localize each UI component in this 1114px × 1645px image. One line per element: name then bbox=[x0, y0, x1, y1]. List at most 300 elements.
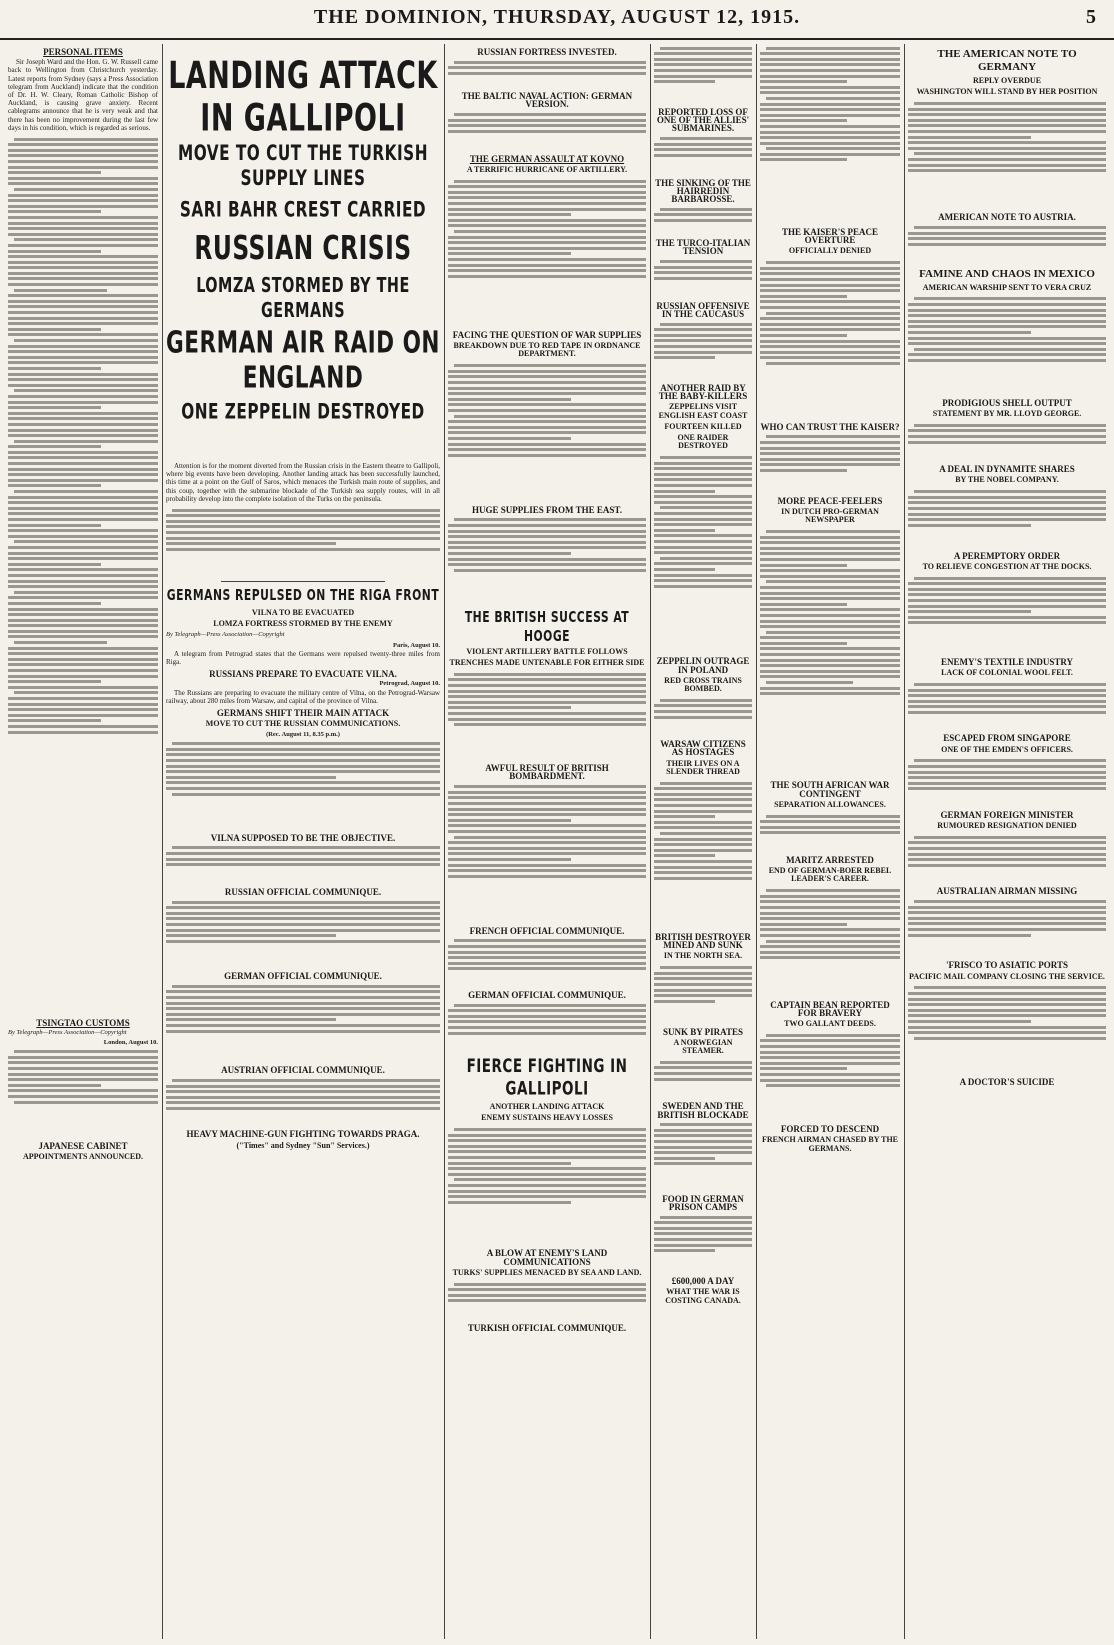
text-line bbox=[908, 599, 1106, 602]
text-line bbox=[454, 230, 646, 233]
subheadline: AMERICAN WARSHIP SENT TO VERA CRUZ bbox=[922, 282, 1092, 292]
subheadline: TURKS' SUPPLIES MENACED BY SEA AND LAND. bbox=[452, 1267, 642, 1277]
text-line bbox=[448, 546, 646, 549]
text-line bbox=[14, 540, 158, 543]
text-line bbox=[8, 468, 158, 471]
headline: ANOTHER RAID BY THE BABY-KILLERS bbox=[658, 383, 748, 402]
text-line bbox=[166, 1030, 440, 1033]
article-body bbox=[908, 224, 1106, 264]
text-line bbox=[8, 669, 158, 672]
article-body bbox=[654, 779, 752, 929]
text-line bbox=[454, 836, 646, 839]
text-line bbox=[448, 124, 646, 127]
text-line bbox=[8, 395, 158, 398]
text-line bbox=[908, 771, 1106, 774]
text-line bbox=[8, 479, 158, 482]
headline: FACING THE QUESTION OF WAR SUPPLIES bbox=[452, 330, 642, 341]
text-line bbox=[766, 681, 853, 684]
text-line bbox=[448, 1020, 646, 1023]
text-line bbox=[654, 568, 715, 571]
text-line bbox=[760, 917, 900, 920]
text-line bbox=[908, 435, 1106, 438]
headline: LOMZA STORMED BY THE GERMANS bbox=[196, 273, 410, 322]
text-line bbox=[760, 114, 900, 117]
text-line bbox=[448, 1173, 646, 1176]
text-line bbox=[8, 652, 158, 655]
text-line bbox=[654, 52, 752, 55]
text-line bbox=[908, 113, 1106, 116]
text-line bbox=[760, 340, 900, 343]
subheadline: WHAT THE WAR IS COSTING CANADA. bbox=[665, 1287, 741, 1305]
text-line bbox=[760, 900, 900, 903]
text-line bbox=[8, 255, 158, 258]
text-line bbox=[760, 923, 847, 926]
text-line bbox=[908, 928, 1106, 931]
headline: RUSSIAN OFFENSIVE IN THE CAUCASUS bbox=[656, 300, 750, 319]
text-line bbox=[448, 208, 646, 211]
text-line bbox=[448, 275, 646, 278]
text-line bbox=[654, 551, 752, 554]
text-line bbox=[448, 535, 646, 538]
text-line bbox=[760, 552, 900, 555]
text-line bbox=[908, 616, 1106, 619]
text-line bbox=[8, 1084, 101, 1087]
text-line bbox=[14, 188, 158, 191]
text-line bbox=[172, 742, 440, 745]
text-line bbox=[654, 849, 752, 852]
text-line bbox=[908, 164, 1106, 167]
text-line bbox=[8, 233, 158, 236]
article-body bbox=[760, 887, 900, 997]
text-line bbox=[8, 602, 101, 605]
text-line bbox=[8, 333, 158, 336]
article-body bbox=[908, 574, 1106, 654]
text-line bbox=[914, 900, 1106, 903]
text-line bbox=[760, 91, 900, 94]
text-line bbox=[8, 361, 158, 364]
text-line bbox=[454, 113, 646, 116]
text-line bbox=[914, 986, 1106, 989]
headline: WARSAW CITIZENS AS HOSTAGES bbox=[660, 739, 746, 758]
text-line bbox=[760, 52, 900, 55]
text-line bbox=[654, 473, 752, 476]
headline: ESCAPED FROM SINGAPORE bbox=[943, 733, 1071, 744]
text-line bbox=[760, 284, 900, 287]
text-line bbox=[654, 518, 752, 521]
text-line bbox=[914, 102, 1106, 105]
text-line bbox=[166, 1085, 440, 1088]
text-line bbox=[166, 929, 440, 932]
text-line bbox=[760, 272, 900, 275]
article-body bbox=[908, 757, 1106, 807]
text-line bbox=[766, 530, 900, 533]
text-line bbox=[908, 911, 1106, 914]
subheadline: VILNA TO BE EVACUATED bbox=[251, 608, 355, 618]
text-line bbox=[654, 716, 752, 719]
subheadline: LACK OF COLONIAL WOOL FELT. bbox=[941, 668, 1073, 678]
headline: ZEPPELIN OUTRAGE IN POLAND bbox=[656, 656, 750, 675]
text-line bbox=[766, 889, 900, 892]
article-body bbox=[654, 453, 752, 653]
text-line bbox=[760, 906, 900, 909]
text-line bbox=[760, 642, 847, 645]
text-line bbox=[172, 846, 440, 849]
article-body bbox=[654, 44, 752, 104]
text-line bbox=[8, 697, 158, 700]
headline: HEAVY MACHINE-GUN FIGHTING TOWARDS PRAGA. bbox=[186, 1129, 420, 1140]
text-line bbox=[448, 409, 646, 412]
text-line bbox=[766, 362, 900, 365]
subheadline: ENEMY SUSTAINS HEAVY LOSSES bbox=[481, 1113, 613, 1123]
headline: AUSTRALIAN AIRMAN MISSING bbox=[936, 886, 1078, 897]
text-line bbox=[8, 635, 158, 638]
article-body bbox=[166, 506, 440, 576]
text-line bbox=[908, 119, 1106, 122]
text-line bbox=[166, 1096, 440, 1099]
text-line bbox=[8, 283, 158, 286]
subheadline: ZEPPELINS VISIT ENGLISH EAST COAST bbox=[658, 402, 748, 420]
text-line bbox=[908, 605, 1106, 608]
headline: GERMAN FOREIGN MINISTER bbox=[940, 809, 1074, 820]
text-line bbox=[14, 138, 158, 141]
text-line bbox=[166, 537, 440, 540]
dateline: London, August 10. bbox=[103, 1039, 158, 1047]
text-line bbox=[8, 529, 158, 532]
headline: A BLOW AT ENEMY'S LAND COMMUNICATIONS bbox=[486, 1248, 608, 1267]
article-body bbox=[908, 897, 1106, 957]
headline: THE BALTIC NAVAL ACTION: GERMAN VERSION. bbox=[461, 91, 633, 110]
text-line bbox=[908, 337, 1106, 340]
headline: JAPANESE CABINET bbox=[38, 1140, 128, 1151]
text-line bbox=[760, 1045, 900, 1048]
headline: CAPTAIN BEAN REPORTED FOR BRAVERY bbox=[770, 999, 890, 1018]
text-line bbox=[454, 569, 646, 572]
text-line bbox=[8, 524, 101, 527]
text-line bbox=[654, 1227, 752, 1230]
text-line bbox=[454, 1128, 646, 1131]
text-line bbox=[760, 586, 900, 589]
article-body bbox=[760, 259, 900, 419]
text-line bbox=[166, 542, 336, 545]
text-line bbox=[8, 484, 101, 487]
article-body bbox=[166, 982, 440, 1062]
text-line bbox=[8, 367, 101, 370]
text-line bbox=[654, 983, 752, 986]
main-headline: LANDING ATTACK IN GALLIPOLI bbox=[168, 54, 438, 141]
text-line bbox=[654, 977, 752, 980]
subheadline: OFFICIALLY DENIED bbox=[788, 246, 872, 256]
text-line bbox=[8, 182, 158, 185]
text-line bbox=[914, 152, 1106, 155]
article-body bbox=[760, 1031, 900, 1121]
text-line bbox=[166, 531, 440, 534]
text-line bbox=[760, 356, 900, 359]
text-line bbox=[760, 441, 900, 444]
headline: THE TURCO-ITALIAN TENSION bbox=[655, 238, 751, 257]
text-line bbox=[760, 1062, 900, 1065]
column-rule bbox=[756, 44, 757, 1639]
text-line bbox=[166, 906, 440, 909]
text-line bbox=[654, 529, 715, 532]
text-line bbox=[8, 507, 158, 510]
text-line bbox=[448, 541, 646, 544]
text-line bbox=[908, 776, 1106, 779]
text-line bbox=[8, 417, 158, 420]
text-line bbox=[654, 838, 752, 841]
text-line bbox=[660, 323, 752, 326]
headline: MOVE TO CUT THE TURKISH SUPPLY LINES bbox=[177, 141, 428, 191]
text-line bbox=[654, 815, 715, 818]
text-line bbox=[760, 469, 847, 472]
text-line bbox=[448, 824, 646, 827]
article-body bbox=[448, 516, 646, 606]
text-line bbox=[8, 222, 158, 225]
text-line bbox=[448, 247, 646, 250]
text-line bbox=[760, 647, 900, 650]
text-line bbox=[760, 547, 900, 550]
column-5 bbox=[760, 44, 900, 1639]
text-line bbox=[14, 490, 158, 493]
text-line bbox=[8, 680, 101, 683]
text-line bbox=[660, 137, 752, 140]
article-body bbox=[654, 696, 752, 736]
text-line bbox=[660, 506, 752, 509]
headline: AMERICAN NOTE TO AUSTRIA. bbox=[938, 212, 1076, 223]
text-line bbox=[908, 232, 1106, 235]
article-text: A telegram from Petrograd states that the Germans were repulsed twenty-three miles from Riga. bbox=[166, 649, 440, 667]
subheadline: A TERRIFIC HURRICANE OF ARTILLERY. bbox=[466, 164, 628, 174]
text-line bbox=[760, 278, 900, 281]
headline: RUSSIAN FORTRESS INVESTED. bbox=[477, 47, 617, 57]
text-line bbox=[760, 1079, 900, 1082]
headline: AUSTRIAN OFFICIAL COMMUNIQUE. bbox=[221, 1065, 385, 1076]
text-line bbox=[660, 1123, 752, 1126]
text-line bbox=[654, 866, 752, 869]
text-line bbox=[448, 1167, 646, 1170]
text-line bbox=[760, 675, 900, 678]
subheadline: STATEMENT BY MR. LLOYD GEORGE. bbox=[932, 409, 1082, 419]
text-line bbox=[454, 415, 646, 418]
text-line bbox=[660, 260, 752, 263]
text-line bbox=[448, 269, 646, 272]
text-line bbox=[914, 1037, 1106, 1040]
text-line bbox=[448, 426, 646, 429]
text-line bbox=[654, 277, 752, 280]
page-number: 5 bbox=[1086, 6, 1096, 28]
text-line bbox=[8, 266, 158, 269]
text-line bbox=[8, 608, 158, 611]
text-line bbox=[448, 398, 571, 401]
text-line bbox=[908, 501, 1106, 504]
text-line bbox=[654, 860, 752, 863]
article-body bbox=[448, 1125, 646, 1245]
text-line bbox=[914, 490, 1106, 493]
text-line bbox=[908, 1026, 1106, 1029]
text-line bbox=[448, 431, 646, 434]
text-line bbox=[654, 534, 752, 537]
headline: HUGE SUPPLIES FROM THE EAST. bbox=[472, 504, 622, 515]
text-line bbox=[654, 328, 752, 331]
headline: RUSSIAN CRISIS bbox=[194, 230, 412, 268]
text-line bbox=[448, 869, 646, 872]
text-line bbox=[908, 621, 1106, 624]
text-line bbox=[448, 213, 571, 216]
headline: GERMANS SHIFT THEIR MAIN ATTACK bbox=[216, 708, 390, 719]
text-line bbox=[654, 793, 752, 796]
text-line bbox=[448, 967, 646, 970]
headline: FRENCH OFFICIAL COMMUNIQUE. bbox=[469, 925, 625, 936]
headline: FOOD IN GERMAN PRISON CAMPS bbox=[662, 1193, 744, 1212]
text-line bbox=[448, 72, 646, 75]
text-line bbox=[654, 710, 752, 713]
text-line bbox=[908, 847, 1106, 850]
text-line bbox=[8, 143, 158, 146]
text-line bbox=[760, 945, 900, 948]
text-line bbox=[766, 47, 900, 50]
text-line bbox=[8, 244, 158, 247]
text-line bbox=[660, 966, 752, 969]
subheadline: BREAKDOWN DUE TO RED TAPE IN ORDNANCE DEPARTMENT. bbox=[453, 341, 641, 359]
text-line bbox=[654, 854, 715, 857]
text-line bbox=[448, 1015, 646, 1018]
article-body bbox=[448, 1280, 646, 1320]
subheadline: PACIFIC MAIL COMPANY CLOSING THE SERVICE. bbox=[909, 971, 1105, 981]
text-line bbox=[448, 1288, 646, 1291]
text-line bbox=[760, 895, 900, 898]
text-line bbox=[766, 580, 900, 583]
text-line bbox=[166, 753, 440, 756]
text-line bbox=[654, 523, 752, 526]
subheadline: SEPARATION ALLOWANCES. bbox=[774, 799, 886, 809]
text-line bbox=[8, 350, 158, 353]
text-line bbox=[914, 297, 1106, 300]
text-line bbox=[654, 490, 715, 493]
text-line bbox=[654, 1078, 752, 1081]
text-line bbox=[760, 153, 900, 156]
subheadline: IN THE NORTH SEA. bbox=[663, 951, 743, 961]
text-line bbox=[8, 624, 158, 627]
text-line bbox=[8, 630, 158, 633]
article-body bbox=[654, 1121, 752, 1191]
text-line bbox=[908, 303, 1106, 306]
text-line bbox=[166, 548, 440, 551]
article-body bbox=[908, 295, 1106, 395]
text-line bbox=[166, 748, 440, 751]
text-line bbox=[760, 659, 900, 662]
headline: SUNK BY PIRATES bbox=[662, 1026, 743, 1037]
text-line bbox=[448, 558, 646, 561]
text-line bbox=[454, 518, 646, 521]
text-line bbox=[760, 142, 900, 145]
text-line bbox=[760, 956, 900, 959]
headline: TSINGTAO CUSTOMS bbox=[36, 1018, 130, 1029]
text-line bbox=[908, 108, 1106, 111]
text-line bbox=[448, 219, 646, 222]
text-line bbox=[654, 1162, 752, 1165]
text-line bbox=[454, 1178, 646, 1181]
text-line bbox=[654, 1151, 752, 1154]
article-body bbox=[760, 527, 900, 777]
text-line bbox=[760, 125, 900, 128]
text-line bbox=[166, 852, 440, 855]
text-line bbox=[448, 252, 571, 255]
text-line bbox=[654, 1146, 752, 1149]
text-line bbox=[448, 437, 571, 440]
text-line bbox=[654, 154, 752, 157]
text-line bbox=[766, 435, 900, 438]
text-line bbox=[454, 1004, 646, 1007]
credit-line: By Telegraph—Press Association—Copyright bbox=[166, 631, 285, 639]
text-line bbox=[8, 568, 158, 571]
text-line bbox=[760, 300, 900, 303]
text-line bbox=[908, 136, 1031, 139]
text-line bbox=[908, 711, 1106, 714]
text-line bbox=[660, 699, 752, 702]
subheadline: ONE RAIDER DESTROYED bbox=[677, 433, 729, 451]
text-line bbox=[448, 718, 646, 721]
text-line bbox=[660, 782, 752, 785]
text-line bbox=[448, 684, 646, 687]
text-line bbox=[8, 345, 158, 348]
headline: SARI BAHR CREST CARRIED bbox=[179, 197, 427, 223]
text-line bbox=[654, 75, 752, 78]
text-line bbox=[654, 1072, 752, 1075]
text-line bbox=[914, 759, 1106, 762]
text-line bbox=[172, 901, 440, 904]
text-line bbox=[760, 317, 900, 320]
headline: RUSSIANS PREPARE TO EVACUATE VILNA. bbox=[209, 669, 397, 680]
text-line bbox=[908, 841, 1106, 844]
text-line bbox=[760, 1051, 900, 1054]
text-line bbox=[654, 1244, 752, 1247]
text-line bbox=[760, 136, 900, 139]
credit-line: By Telegraph—Press Association—Copyright bbox=[8, 1029, 127, 1037]
text-line bbox=[660, 1216, 752, 1219]
text-line bbox=[8, 166, 158, 169]
text-line bbox=[8, 647, 158, 650]
headline: AWFUL RESULT OF BRITISH BOMBARDMENT. bbox=[485, 763, 609, 782]
article-body bbox=[166, 1076, 440, 1126]
text-line bbox=[448, 1009, 646, 1012]
subheadline: ("Times" and Sydney "Sun" Services.) bbox=[236, 1140, 370, 1150]
text-line bbox=[908, 130, 1106, 133]
text-line bbox=[908, 309, 1106, 312]
text-line bbox=[908, 359, 1106, 362]
text-line bbox=[654, 1000, 715, 1003]
text-line bbox=[766, 940, 900, 943]
headline: GERMANS REPULSED ON THE RIGA FRONT bbox=[166, 586, 440, 604]
text-line bbox=[908, 124, 1106, 127]
text-line bbox=[448, 852, 646, 855]
text-line bbox=[448, 1156, 646, 1159]
text-line bbox=[654, 339, 752, 342]
text-line bbox=[166, 1090, 440, 1093]
text-line bbox=[8, 317, 158, 320]
subheadline: RED CROSS TRAINS BOMBED. bbox=[664, 675, 742, 694]
article-body bbox=[166, 898, 440, 968]
text-line bbox=[448, 185, 646, 188]
headline: VILNA SUPPOSED TO BE THE OBJECTIVE. bbox=[210, 832, 396, 843]
headline: MORE PEACE-FEELERS bbox=[777, 495, 883, 506]
text-line bbox=[8, 216, 158, 219]
text-line bbox=[908, 353, 1106, 356]
text-line bbox=[448, 392, 646, 395]
article-body bbox=[8, 1048, 158, 1138]
text-line bbox=[8, 535, 158, 538]
text-line bbox=[166, 1107, 440, 1110]
subheadline: A NORWEGIAN STEAMER. bbox=[673, 1037, 733, 1056]
text-line bbox=[166, 858, 440, 861]
